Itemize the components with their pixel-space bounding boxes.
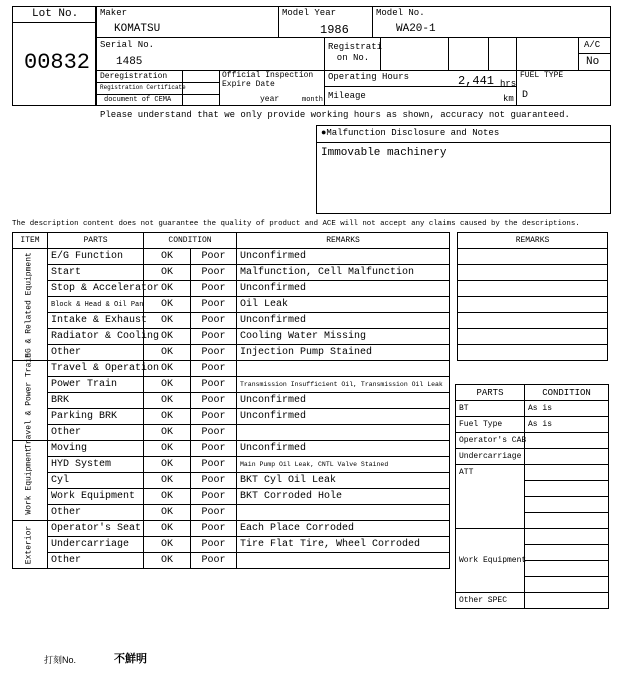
parts-row [456, 417, 609, 433]
parts-condition [525, 465, 609, 481]
ok-cell [144, 265, 191, 281]
ok-cell [144, 553, 191, 569]
parts-row [456, 529, 609, 545]
table-row [13, 361, 450, 377]
parts-condition [525, 449, 609, 465]
ok-cell [144, 473, 191, 489]
remark: Unconfirmed [237, 441, 450, 457]
parts-name: Fuel Type [456, 417, 525, 433]
header-parts: PARTS [48, 233, 144, 249]
disclaimer: The description content does not guarantee the quality of product and ACE will not accept any claims caused by the descriptions. [12, 220, 580, 228]
poor-mark: Poor [201, 443, 226, 454]
ok-cell [144, 521, 191, 537]
poor-cell [191, 249, 237, 265]
poor-mark: Poor [201, 555, 226, 566]
parts-name: Undercarriage [456, 449, 525, 465]
category-cell [13, 249, 48, 361]
ok-mark: OK [160, 251, 173, 262]
month-label: month [302, 96, 324, 104]
poor-cell [191, 281, 237, 297]
official-label: Official Inspection Expire Date [222, 71, 314, 89]
table-row [13, 473, 450, 489]
poor-cell [191, 553, 237, 569]
table-row [13, 249, 450, 265]
table-row [13, 329, 450, 345]
part-name: Other [48, 505, 144, 521]
part-name: Block & Head & Oil Pan [48, 297, 144, 313]
part-name: Work Equipment [48, 489, 144, 505]
ok-mark: OK [160, 299, 173, 310]
poor-cell [191, 297, 237, 313]
ok-cell [144, 489, 191, 505]
ok-cell [144, 313, 191, 329]
inspection-table [12, 232, 450, 569]
ok-cell [144, 377, 191, 393]
category-cell [13, 521, 48, 569]
fuel-type-label: FUEL TYPE [520, 71, 564, 80]
poor-mark: Poor [201, 395, 226, 406]
ok-mark: OK [160, 523, 173, 534]
poor-cell [191, 345, 237, 361]
poor-cell [191, 473, 237, 489]
side-remarks-row [458, 249, 608, 265]
category-label: EG & Related Equipment [24, 251, 34, 358]
poor-mark: Poor [201, 315, 226, 326]
parts-row [456, 465, 609, 481]
table-row [13, 441, 450, 457]
parts-name: Work Equipment [456, 529, 525, 593]
ok-mark: OK [160, 507, 173, 518]
remark: Unconfirmed [237, 313, 450, 329]
table-row [13, 297, 450, 313]
ok-mark: OK [160, 283, 173, 294]
lot-label: Lot No. [32, 8, 79, 20]
remark: Malfunction, Cell Malfunction [237, 265, 450, 281]
table-row [13, 377, 450, 393]
parts-condition [525, 593, 609, 609]
table-row [13, 393, 450, 409]
maker-value: KOMATSU [114, 23, 161, 35]
part-name: Cyl [48, 473, 144, 489]
ok-cell [144, 249, 191, 265]
parts-condition [525, 545, 609, 561]
parts-row [456, 433, 609, 449]
category-label: Exterior [24, 525, 34, 564]
header-condition: CONDITION [144, 233, 237, 249]
remark: Tire Flat Tire, Wheel Corroded [237, 537, 450, 553]
part-name: Parking BRK [48, 409, 144, 425]
hours-notice: Please understand that we only provide working hours as shown, accuracy not guaranteed. [100, 110, 570, 120]
part-name: Other [48, 345, 144, 361]
side-remarks-row [458, 265, 608, 281]
poor-cell [191, 425, 237, 441]
ok-mark: OK [160, 491, 173, 502]
parts-name: Other SPEC [456, 593, 525, 609]
table-row [13, 521, 450, 537]
table-header-row [13, 233, 450, 249]
parts-name: BT [456, 401, 525, 417]
header-item: ITEM [13, 233, 48, 249]
parts-name: ATT [456, 465, 525, 529]
serial-label: Serial No. [100, 40, 155, 50]
ok-mark: OK [160, 555, 173, 566]
parts-condition [525, 481, 609, 497]
table-row [13, 537, 450, 553]
poor-cell [191, 441, 237, 457]
remark: Injection Pump Stained [237, 345, 450, 361]
remark: Cooling Water Missing [237, 329, 450, 345]
part-name: Power Train [48, 377, 144, 393]
ok-mark: OK [160, 379, 173, 390]
category-label: Travel & Power Train [24, 352, 34, 449]
ok-cell [144, 441, 191, 457]
parts-condition [525, 561, 609, 577]
poor-mark: Poor [201, 539, 226, 550]
ok-mark: OK [160, 459, 173, 470]
poor-mark: Poor [201, 491, 226, 502]
poor-cell [191, 377, 237, 393]
poor-mark: Poor [201, 363, 226, 374]
ac-label: A/C [584, 40, 601, 50]
poor-mark: Poor [201, 427, 226, 438]
parts-condition [525, 433, 609, 449]
remark: BKT Cyl Oil Leak [237, 473, 450, 489]
part-name: Moving [48, 441, 144, 457]
remark: Main Pump Oil Leak, CNTL Valve Stained [237, 457, 450, 473]
malfunction-box [316, 125, 611, 214]
ok-mark: OK [160, 539, 173, 550]
maker-label: Maker [100, 8, 128, 18]
ac-value: No [586, 56, 600, 68]
hrs-label: hrs [500, 79, 517, 89]
poor-cell [191, 409, 237, 425]
remark: Unconfirmed [237, 393, 450, 409]
ok-mark: OK [160, 315, 173, 326]
remark: Unconfirmed [237, 249, 450, 265]
table-row [13, 505, 450, 521]
operating-hours-label: Operating Hours [328, 72, 410, 82]
part-name: BRK [48, 393, 144, 409]
poor-cell [191, 265, 237, 281]
reg-cert-label: Registration Certificate [100, 84, 186, 92]
poor-mark: Poor [201, 507, 226, 518]
remark: Transmission Insufficient Oil, Transmission Oil Leak [237, 377, 450, 393]
parts-name: Operator's CAB [456, 433, 525, 449]
side-remarks-row [458, 281, 608, 297]
ok-cell [144, 393, 191, 409]
remark: Unconfirmed [237, 281, 450, 297]
table-row [13, 457, 450, 473]
cema-label: document of CEMA [104, 96, 172, 104]
registration-label: Registrati on No. [328, 42, 383, 63]
ok-cell [144, 457, 191, 473]
operating-hours-value: 2,441 [458, 74, 495, 88]
model-year-value: 1986 [320, 23, 349, 37]
fuel-type-value: D [522, 90, 529, 101]
poor-mark: Poor [201, 475, 226, 486]
serial-value: 1485 [116, 56, 143, 68]
part-name: Stop & Accelerator [48, 281, 144, 297]
condition-header: CONDITION [525, 385, 609, 401]
part-name: Operator's Seat [48, 521, 144, 537]
parts-condition-table [455, 384, 609, 609]
remark: Each Place Corroded [237, 521, 450, 537]
poor-mark: Poor [201, 411, 226, 422]
remarks-side-table [457, 232, 608, 361]
part-name: E/G Function [48, 249, 144, 265]
table-row [13, 489, 450, 505]
ok-cell [144, 361, 191, 377]
parts-condition [525, 529, 609, 545]
side-remarks-row [458, 345, 608, 361]
malfunction-notes: Immovable machinery [321, 147, 447, 159]
poor-mark: Poor [201, 267, 226, 278]
parts-condition [525, 513, 609, 529]
poor-mark: Poor [201, 251, 226, 262]
table-row [13, 313, 450, 329]
part-name: Other [48, 425, 144, 441]
model-no-label: Model No. [376, 8, 425, 18]
poor-mark: Poor [201, 299, 226, 310]
ok-mark: OK [160, 395, 173, 406]
ok-cell [144, 505, 191, 521]
parts-condition [525, 497, 609, 513]
ok-cell [144, 345, 191, 361]
poor-mark: Poor [201, 459, 226, 470]
poor-mark: Poor [201, 523, 226, 534]
stamp-label: 打刻No. [44, 655, 77, 665]
parts-row [456, 593, 609, 609]
poor-mark: Poor [201, 331, 226, 342]
parts-header-row [456, 385, 609, 401]
table-row [13, 409, 450, 425]
part-name: Travel & Operation [48, 361, 144, 377]
km-label: km [503, 94, 514, 104]
parts-condition [525, 577, 609, 593]
category-label: Work Equipment [24, 446, 34, 515]
poor-cell [191, 361, 237, 377]
remark: Oil Leak [237, 297, 450, 313]
poor-mark: Poor [201, 283, 226, 294]
model-year-label: Model Year [282, 8, 337, 18]
part-name: Radiator & Cooling [48, 329, 144, 345]
poor-cell [191, 489, 237, 505]
ok-mark: OK [160, 443, 173, 454]
poor-mark: Poor [201, 379, 226, 390]
part-name: Undercarriage [48, 537, 144, 553]
parts-header: PARTS [456, 385, 525, 401]
parts-condition: As is [525, 417, 609, 433]
poor-mark: Poor [201, 347, 226, 358]
side-remarks-row [458, 297, 608, 313]
ok-mark: OK [160, 427, 173, 438]
side-remarks-row [458, 313, 608, 329]
mileage-label: Mileage [328, 91, 366, 101]
ok-mark: OK [160, 363, 173, 374]
side-remarks-header: REMARKS [458, 233, 608, 249]
header-remarks: REMARKS [237, 233, 450, 249]
ok-cell [144, 537, 191, 553]
stamp-value: 不鮮明 [114, 653, 147, 665]
ok-mark: OK [160, 331, 173, 342]
side-remarks-row [458, 329, 608, 345]
category-cell [13, 441, 48, 521]
table-row [13, 281, 450, 297]
ok-mark: OK [160, 347, 173, 358]
parts-row [456, 449, 609, 465]
remark: BKT Corroded Hole [237, 489, 450, 505]
poor-cell [191, 457, 237, 473]
ok-cell [144, 297, 191, 313]
ok-cell [144, 425, 191, 441]
parts-condition: As is [525, 401, 609, 417]
ok-cell [144, 409, 191, 425]
table-row [13, 265, 450, 281]
part-name: HYD System [48, 457, 144, 473]
remark: Unconfirmed [237, 409, 450, 425]
deregistration-label: Deregistration [100, 72, 168, 81]
poor-cell [191, 329, 237, 345]
table-row [13, 345, 450, 361]
poor-cell [191, 537, 237, 553]
ok-mark: OK [160, 411, 173, 422]
poor-cell [191, 521, 237, 537]
ok-mark: OK [160, 475, 173, 486]
part-name: Other [48, 553, 144, 569]
poor-cell [191, 505, 237, 521]
model-no-value: WA20-1 [396, 23, 436, 35]
parts-row [456, 401, 609, 417]
category-cell [13, 352, 48, 449]
malfunction-title: ●Malfunction Disclosure and Notes [321, 128, 500, 138]
lot-number: 00832 [24, 50, 91, 75]
part-name: Intake & Exhaust [48, 313, 144, 329]
ok-mark: OK [160, 267, 173, 278]
table-row [13, 425, 450, 441]
remark [237, 361, 450, 377]
remark [237, 553, 450, 569]
year-label: year [260, 95, 280, 104]
remark [237, 425, 450, 441]
poor-cell [191, 393, 237, 409]
part-name: Start [48, 265, 144, 281]
poor-cell [191, 313, 237, 329]
table-row [13, 553, 450, 569]
remark [237, 505, 450, 521]
